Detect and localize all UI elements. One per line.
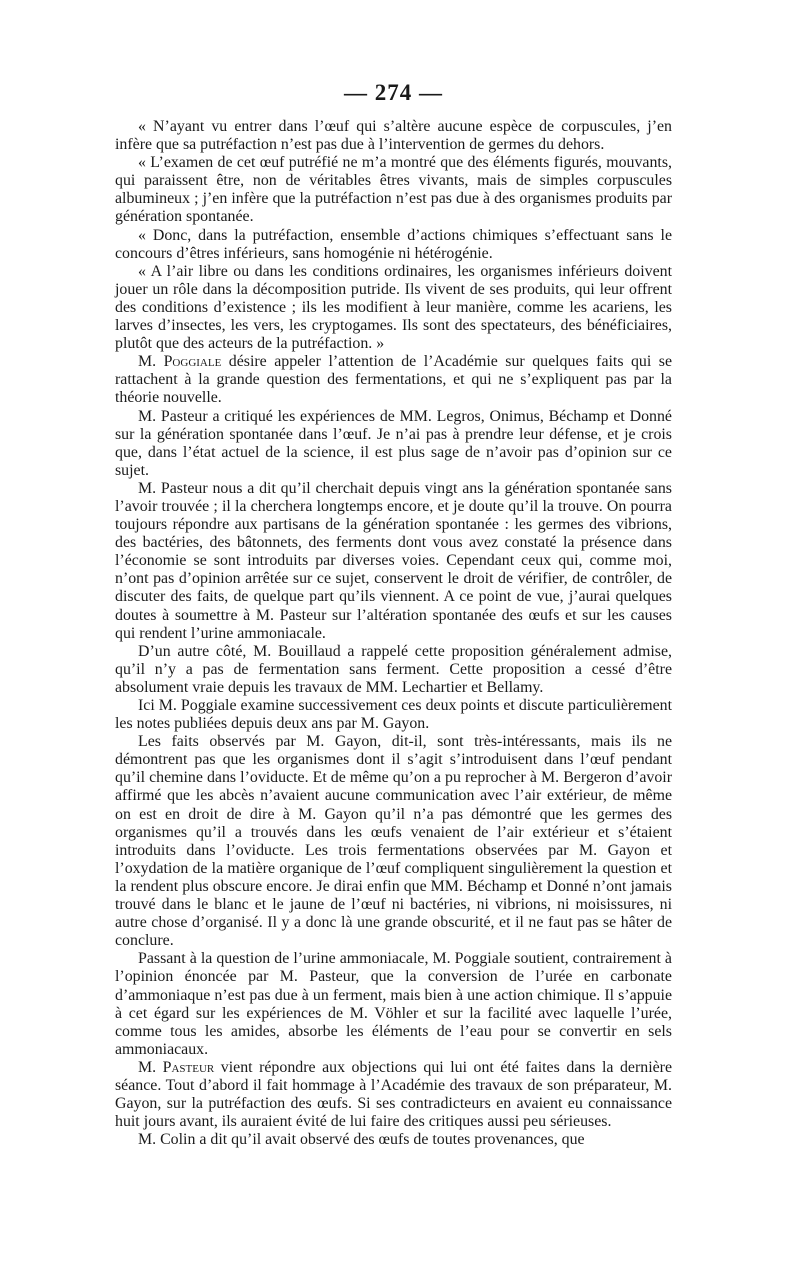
speaker-prefix: M. bbox=[138, 353, 164, 371]
paragraph-text: vient répondre aux objections qui lui ont été faites dans la dernière séance. Tout d’abord il fait hommage à l’Académie des travaux de son préparateur, M. Gayon, sur la putréfaction des œufs. Si ses contradicteurs en avaient eu connaissance huit jours avant, ils auraient évité de lui faire des critiques aussi peu sérieuses. bbox=[115, 1058, 673, 1131]
paragraph: « L’examen de cet œuf putréfié ne m’a montré que des éléments figurés, mouvants, qui paraissent être, non de véritables êtres vivants, mais de simples corpuscules albumineux ; j’en infère que la putréfaction n’est pas due à des organismes produits par génération spontanée. bbox=[115, 154, 672, 226]
speaker-name: Pasteur bbox=[162, 1058, 215, 1076]
paragraph-text: désire appeler l’attention de l’Académie sur quelques faits qui se rattachent à la grande question des fermentations, et qui ne s’expliquent pas par la théorie nouvelle. bbox=[115, 353, 673, 407]
paragraph: M. Pasteur nous a dit qu’il cherchait depuis vingt ans la génération spontanée sans l’avoir trouvée ; il la cherchera longtemps encore, et je doute qu’il la trouve. On pourra toujours répondre aux partisans de la génération spontanée : les germes des vibrions, des bactéries, des bâtonnets, des ferments dont vous avez constaté la présence dans l’économie se sont introduits par diverses voies. Cependant ceux qui, comme moi, n’ont pas d’opinion arrêtée sur ce sujet, conservent le droit de vérifier, de contrôler, de discuter des faits, de quelque part qu’ils viennent. A ce point de vue, j’aurai quelques doutes à soumettre à M. Pasteur sur l’altération spontanée des œufs et sur les causes qui rendent l’urine ammoniacale. bbox=[115, 479, 672, 642]
speaker-prefix: M. bbox=[138, 1058, 163, 1076]
paragraph: D’un autre côté, M. Bouillaud a rappelé cette proposition généralement admise, qu’il n’y a pas de fermentation sans ferment. Cette proposition a cessé d’être absolument vraie depuis les travaux de MM. Lechartier et Bellamy. bbox=[115, 642, 672, 696]
body-text bbox=[115, 118, 672, 1149]
paragraph: « A l’air libre ou dans les conditions ordinaires, les organismes inférieurs doivent jouer un rôle dans la décomposition putride. Ils vivent de ses produits, qui leur offrent des conditions d’existence ; ils les modifient à leur manière, comme les acariens, les larves d’insectes, les vers, les cryptogames. Ils sont des spectateurs, des bénéficiaires, plutôt que des acteurs de la putréfaction. » bbox=[115, 262, 672, 353]
page-number: — 274 — bbox=[344, 80, 443, 105]
speaker-name: Poggiale bbox=[163, 353, 222, 371]
paragraph: M. Colin a dit qu’il avait observé des œufs de toutes provenances, que bbox=[138, 1131, 585, 1149]
paragraph: Les faits observés par M. Gayon, dit-il, sont très-intéressants, mais ils ne démontrent pas que les organismes dont il s’agit s’introduisent dans l’œuf pendant qu’il chemine dans l’oviducte. Et de même qu’on a pu reprocher à M. Bergeron d’avoir affirmé que les abcès n’avaient aucune communication avec l’air extérieur, de même on est en droit de dire à M. Gayon qu’il n’a pas démontré que les germes des organismes qu’il a trouvés dans les œufs venaient de l’air extérieur et s’étaient introduits dans l’oviducte. Les trois fermentations observées par M. Gayon et l’oxydation de la matière organique de l’œuf compliquent singulièrement la question et la rendent plus obscure encore. Je dirai enfin que MM. Béchamp et Donné n’ont jamais trouvé dans le blanc et le jaune de l’œuf ni bactéries, ni vibrions, ni moisissures, ni autre chose d’organisé. Il y a donc là une grande obscurité, et il ne faut pas se hâter de conclure. bbox=[115, 733, 672, 950]
paragraph bbox=[115, 1059, 672, 1131]
paragraph: M. Pasteur a critiqué les expériences de MM. Legros, Onimus, Béchamp et Donné sur la génération spontanée dans l’œuf. Je n’ai pas à prendre leur défense, et je crois que, dans l’état actuel de la science, il est plus sage de n’avoir pas d’opinion sur ce sujet. bbox=[115, 407, 672, 479]
paragraph: Passant à la question de l’urine ammoniacale, M. Poggiale soutient, contrairement à l’opinion énoncée par M. Pasteur, que la conversion de l’urée en carbonate d’ammoniaque n’est pas due à un ferment, mais bien à une action chimique. Il s’appuie à cet égard sur les expériences de M. Vöhler et sur la facilité avec laquelle l’urée, comme tous les amides, absorbe les éléments de l’eau pour se convertir en sels ammoniacaux. bbox=[115, 950, 672, 1058]
paragraph bbox=[115, 353, 672, 407]
paragraph: Ici M. Poggiale examine successivement ces deux points et discute particulièrement les notes publiées depuis deux ans par M. Gayon. bbox=[115, 697, 672, 733]
paragraph: « Donc, dans la putréfaction, ensemble d’actions chimiques s’effectuant sans le concours d’êtres inférieurs, sans homogénie ni hétérogénie. bbox=[115, 226, 672, 262]
paragraph: « N’ayant vu entrer dans l’œuf qui s’altère aucune espèce de corpuscules, j’en infère que sa putréfaction n’est pas due à l’intervention de germes du dehors. bbox=[115, 118, 672, 154]
